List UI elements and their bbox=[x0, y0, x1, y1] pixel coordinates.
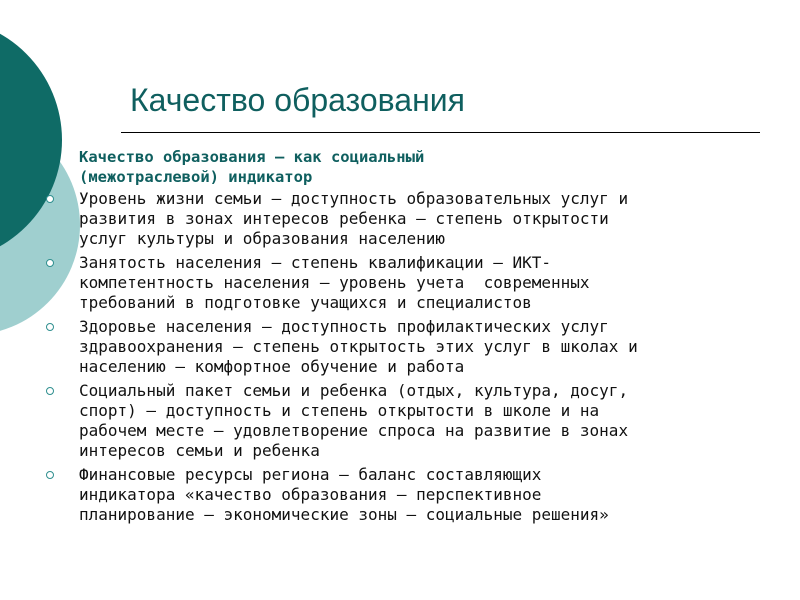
bullet-text: Здоровье населения – доступность профилактических услуг здравоохранения – степень открытость этих услуг в школах и населению – комфортное обучение и работа bbox=[79, 317, 638, 376]
bullet-item bbox=[46, 317, 776, 377]
bullet-icon bbox=[46, 471, 54, 479]
bullet-text: Занятость населения – степень квалификации – ИКТ- компетентность населения – уровень учета современных требований в подготовке учащихся и специалистов bbox=[79, 253, 590, 312]
bullet-item bbox=[46, 189, 776, 249]
bullet-text: Финансовые ресурсы региона – баланс составляющих индикатора «качество образования – перспективное планирование – экономические зоны – социальные решения» bbox=[79, 465, 609, 524]
bullet-item bbox=[46, 381, 776, 461]
bullet-text: Уровень жизни семьи – доступность образовательных услуг и развития в зонах интересов ребенка – степень открытости услуг культуры и образования населению bbox=[79, 189, 629, 248]
slide-subtitle: Качество образования – как социальный (межотраслевой) индикатор bbox=[79, 148, 425, 186]
bullet-icon bbox=[46, 323, 54, 331]
bullet-text: Социальный пакет семьи и ребенка (отдых, культура, досуг, спорт) – доступность и степень открытости в школе и на рабочем месте – удовлетворение спроса на развитие в зонах интересов семьи и ребенка bbox=[79, 381, 629, 460]
slide-title: Качество образования bbox=[130, 82, 465, 118]
title-divider bbox=[121, 132, 760, 133]
bullet-icon bbox=[46, 259, 54, 267]
bullet-item bbox=[46, 465, 776, 525]
bullet-item bbox=[46, 253, 776, 313]
bullet-icon bbox=[46, 387, 54, 395]
bullet-icon bbox=[46, 195, 54, 203]
bullet-list bbox=[46, 189, 776, 529]
